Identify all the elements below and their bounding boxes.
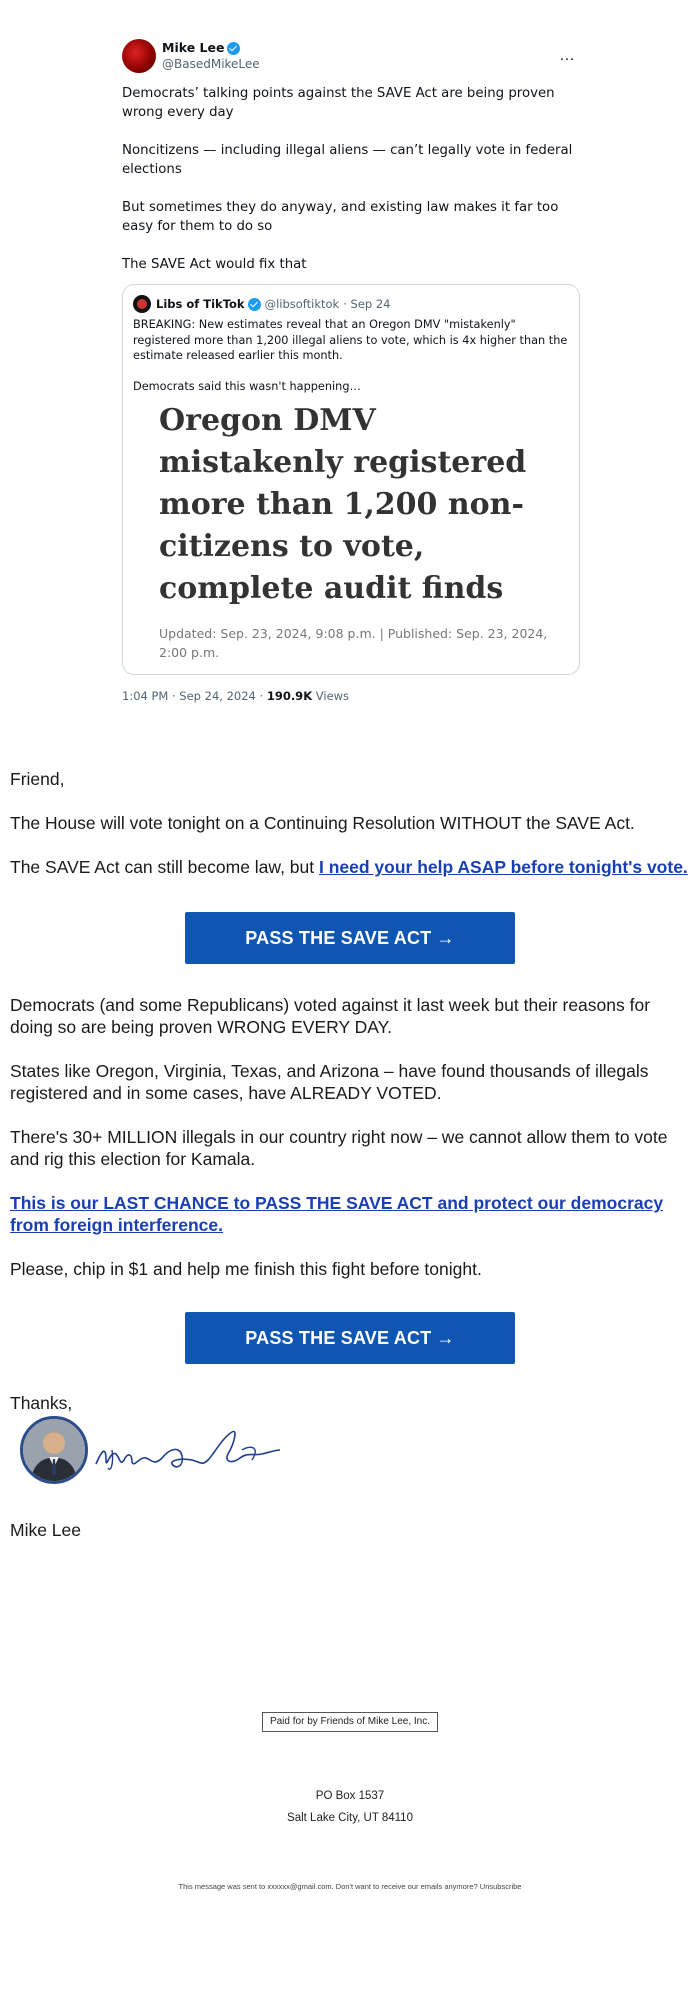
paragraph-help-text: The SAVE Act can still become law, but (10, 857, 319, 877)
quote-author-name[interactable] (156, 297, 261, 311)
paragraph-house-vote: The House will vote tonight on a Continuing Resolution WITHOUT the SAVE Act. (10, 813, 635, 833)
tweet-footer (122, 689, 580, 703)
signature-image (92, 1420, 292, 1484)
tweet-timestamp[interactable]: 1:04 PM · Sep 24, 2024 · (122, 689, 267, 703)
quoted-tweet[interactable] (122, 284, 580, 675)
views-count: 190.9K (266, 689, 313, 703)
author-handle[interactable]: @BasedMikeLee (162, 57, 260, 71)
paragraph-states: States like Oregon, Virginia, Texas, and Arizona – have found thousands of illegals registered and in some cases, have ALREADY VOTED. (10, 1061, 649, 1103)
email-body (10, 768, 690, 1563)
paragraph-last-chance (10, 1192, 690, 1236)
article-dates: Updated: Sep. 23, 2024, 9:08 p.m. | Published: Sep. 23, 2024, 2:00 p.m. (159, 626, 548, 660)
quote-author-handle[interactable]: @libsoftiktok (264, 297, 340, 311)
signature-block (10, 1414, 690, 1489)
paid-for-box: Paid for by Friends of Mike Lee, Inc. (262, 1712, 438, 1732)
tweet-header (122, 36, 580, 76)
verified-badge-icon (227, 42, 240, 55)
author-name[interactable] (162, 40, 260, 56)
address-line-2: Salt Lake City, UT 84110 (287, 1812, 413, 1824)
paragraph-chip-in: Please, chip in $1 and help me finish this fight before tonight. (10, 1259, 482, 1279)
paragraph-millions: There's 30+ MILLION illegals in our country right now – we cannot allow them to vote and rig this election for Kamala. (10, 1127, 668, 1169)
greeting: Friend, (10, 769, 65, 789)
paragraph-help (10, 856, 690, 878)
mike-lee-photo (20, 1416, 88, 1484)
tweet-text (122, 84, 580, 274)
article-headline: Oregon DMV mistakenly registered more than 1,200 non-citizens to vote, complete audit finds (159, 403, 527, 606)
paragraph-democrats: Democrats (and some Republicans) voted against it last week but their reasons for doing so are being proven WRONG EVERY DAY. (10, 995, 651, 1037)
tweet-paragraph: Democrats’ talking points against the SAVE Act are being proven wrong every day (122, 86, 555, 120)
tweet-paragraph: The SAVE Act would fix that (122, 257, 307, 272)
author-name-text[interactable]: Mike Lee (162, 40, 225, 55)
quote-text (123, 313, 579, 394)
quote-header (123, 295, 579, 313)
thanks-text: Thanks, (10, 1393, 73, 1413)
author-avatar[interactable] (122, 39, 156, 73)
last-chance-link[interactable]: This is our LAST CHANCE to PASS THE SAVE ACT and protect our democracy from foreign interference. (10, 1193, 664, 1235)
verified-badge-icon (248, 298, 261, 311)
tweet-paragraph: But sometimes they do anyway, and existing law makes it far too easy for them to do so (122, 200, 559, 234)
pass-save-act-button-2[interactable]: PASS THE SAVE ACT → (185, 1312, 515, 1364)
tweet-paragraph: Noncitizens — including illegal aliens — can’t legally vote in federal elections (122, 143, 573, 177)
embedded-tweet[interactable] (122, 36, 580, 703)
article-preview[interactable] (123, 394, 579, 662)
unsubscribe-notice[interactable]: This message was sent to xxxxxx@gmail.com. Don't want to receive our emails anymore? Unsubscribe (178, 1882, 522, 1891)
quote-paragraph: BREAKING: New estimates reveal that an Oregon DMV "mistakenly" registered more than 1,200 illegal aliens to vote, which is 4x higher than the estimate released earlier this month. (133, 318, 568, 362)
quote-date[interactable]: · Sep 24 (343, 297, 391, 311)
cta-wrapper (10, 912, 690, 964)
quote-author-name-text[interactable]: Libs of TikTok (156, 297, 245, 311)
pass-save-act-button[interactable]: PASS THE SAVE ACT → (185, 912, 515, 964)
quote-author-avatar[interactable] (133, 295, 151, 313)
cta-wrapper (10, 1312, 690, 1364)
more-options-icon[interactable]: … (559, 47, 576, 64)
quote-paragraph: Democrats said this wasn't happening… (133, 379, 361, 393)
address-line-1: PO Box 1537 (315, 1790, 385, 1802)
signoff-name: Mike Lee (10, 1520, 82, 1540)
views-label: Views (312, 689, 350, 703)
help-asap-link[interactable]: I need your help ASAP before tonight's vote. (319, 857, 688, 877)
